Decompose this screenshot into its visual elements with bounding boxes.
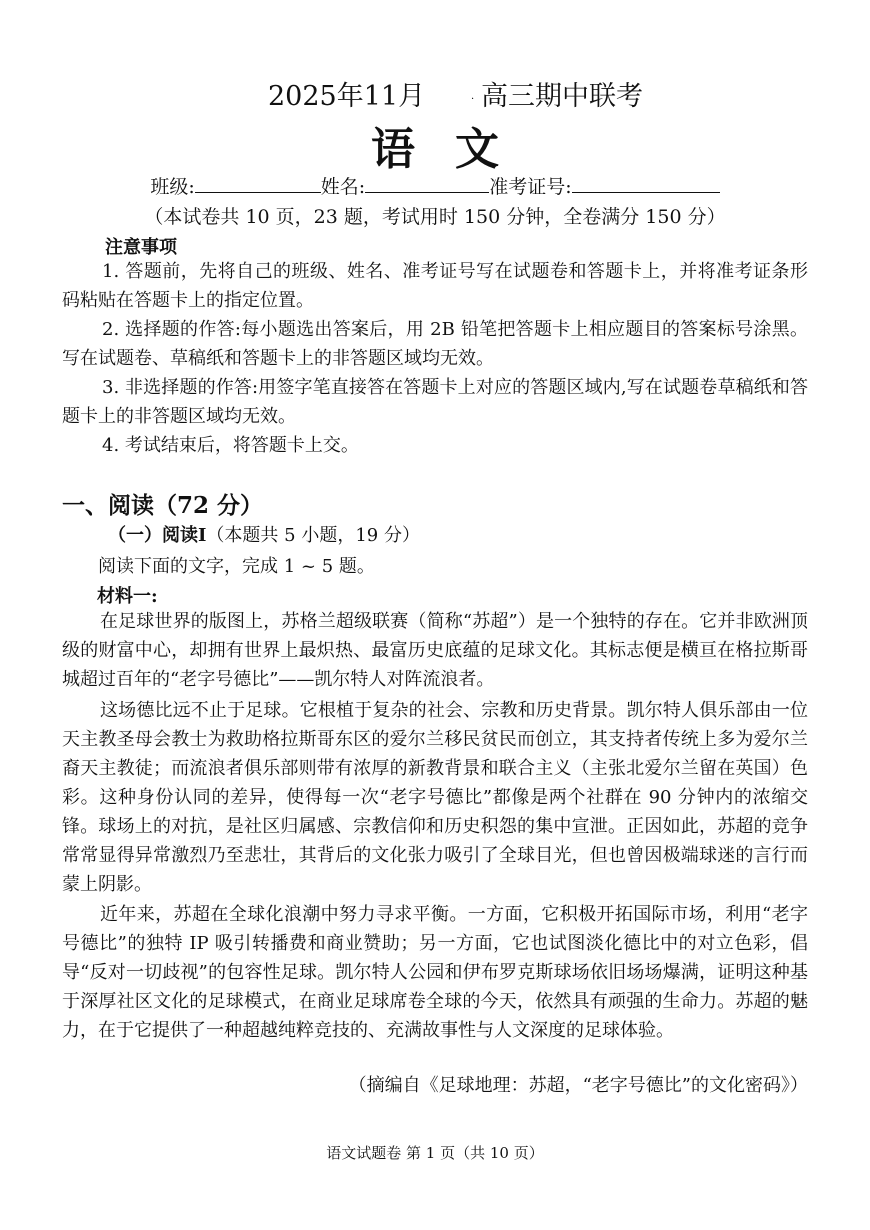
material-paragraph: 在足球世界的版图上，苏格兰超级联赛（简称“苏超”）是一个独特的存在。它并非欧洲顶级的财富中心，却拥有世界上最炽热、最富历史底蕴的足球文化。其标志便是横亘在格拉斯哥城超过百年的“老字号德比”——凯尔特人对阵流浪者。 <box>62 611 808 690</box>
notes-item: 4. 考试结束后，将答题卡上交。 <box>102 435 359 456</box>
notes-item: 1. 答题前，先将自己的班级、姓名、准考证号写在试题卷和答题卡上，并将准考证条形码粘贴在答题卡上的指定位置。 <box>62 261 808 311</box>
subsection-heading <box>108 521 420 547</box>
source-citation: （摘编自《足球地理：苏超，“老字号德比”的文化密码》） <box>348 1075 808 1096</box>
class-label: 班级: <box>150 176 195 198</box>
notes-title: 注意事项 <box>105 237 177 258</box>
exam-date: 2025年11月 <box>268 81 426 112</box>
ticket-blank <box>572 174 720 193</box>
subject-title: 语文 <box>371 124 539 175</box>
material-label: 材料一: <box>97 586 158 607</box>
class-blank <box>195 174 321 193</box>
candidate-fields <box>0 172 870 199</box>
subsection-note: （本题共 5 小题，19 分） <box>206 525 420 546</box>
exam-name: 高三期中联考 <box>481 81 643 112</box>
print-mark: · <box>471 94 475 105</box>
reading-instruction: 阅读下面的文字，完成 1 ~ 5 题。 <box>98 556 375 577</box>
ticket-label: 准考证号: <box>489 176 572 198</box>
notes-item: 2. 选择题的作答:每小题选出答案后，用 2B 铅笔把答题卡上相应题目的答案标号涂黑。写在试题卷、草稿纸和答题卡上的非答题区域均无效。 <box>62 319 808 369</box>
subsection-label: （一）阅读I <box>108 525 207 546</box>
material-paragraph: 这场德比远不止于足球。它根植于复杂的社会、宗教和历史背景。凯尔特人俱乐部由一位天主教圣母会教士为救助格拉斯哥东区的爱尔兰移民贫民而创立，其支持者传统上多为爱尔兰裔天主教徒；而流浪者俱乐部则带有浓厚的新教背景和联合主义（主张北爱尔兰留在英国）色彩。这种身份认同的差异，使得每一次“老字号德比”都像是两个社群在 90 分钟内的浓缩交锋。球场上的对抗，是社区归属感、宗教信仰和历史积怨的集中宣泄。正因如此，苏超的竞争常常显得异常激烈乃至悲壮，其背后的文化张力吸引了全球目光，但也曾因极端球迷的言行而蒙上阴影。 <box>62 700 808 895</box>
exam-info: （本试卷共 10 页，23 题，考试用时 150 分钟，全卷满分 150 分） <box>144 206 726 228</box>
name-label: 姓名: <box>320 176 366 198</box>
material-paragraph: 近年来，苏超在全球化浪潮中努力寻求平衡。一方面，它积极开拓国际市场，利用“老字号德比”的独特 IP 吸引转播费和商业赞助；另一方面，它也试图淡化德比中的对立色彩，倡导“反对一切歧视”的包容性足球。凯尔特人公园和伊布罗克斯球场依旧场场爆满，证明这种基于深厚社区文化的足球模式，在商业足球席卷全球的今天，依然具有顽强的生命力。苏超的魅力，在于它提供了一种超越纯粹竞技的、充满故事性与人文深度的足球体验。 <box>62 904 808 1041</box>
page-footer: 语文试题卷 第 1 页（共 10 页） <box>326 1144 544 1162</box>
name-blank <box>365 174 489 193</box>
notes-item: 3. 非选择题的作答:用签字笔直接答在答题卡上对应的答题区域内,写在试题卷草稿纸和答题卡上的非答题区域均无效。 <box>62 377 808 427</box>
section-heading: 一、阅读（72 分） <box>62 492 264 519</box>
